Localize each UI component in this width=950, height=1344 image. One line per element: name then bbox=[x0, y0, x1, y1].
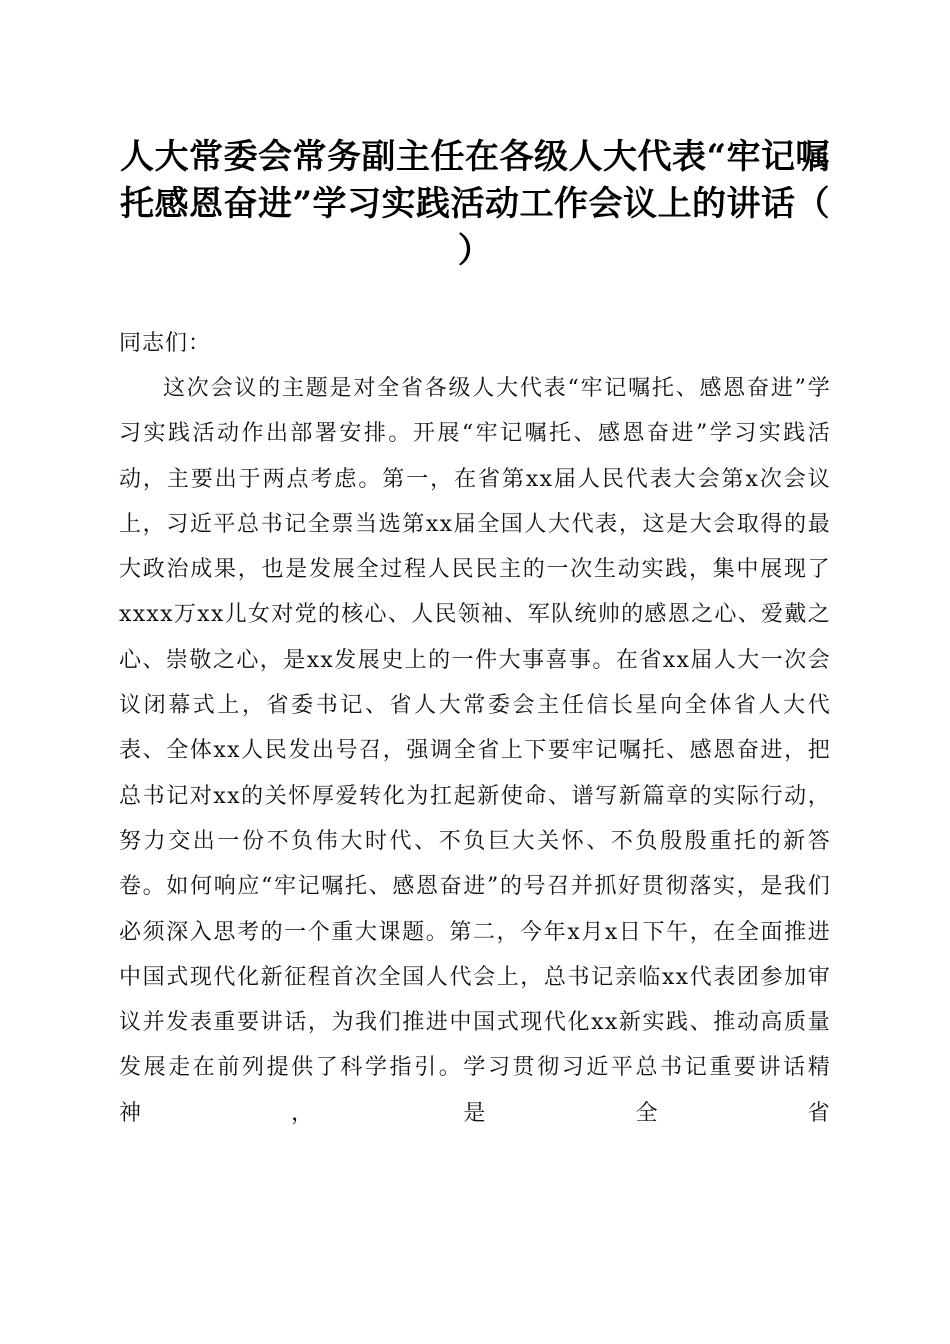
salutation: 同志们： bbox=[119, 331, 212, 356]
document-body bbox=[119, 322, 831, 1136]
document-title: 人大常委会常务副主任在各级人大代表“牢记嘱托感恩奋进”学习实践活动工作会议上的讲话（ ） bbox=[119, 137, 831, 271]
body-paragraph: 这次会议的主题是对全省各级人大代表“牢记嘱托、感恩奋进”学习实践活动作出部署安排。开展“牢记嘱托、感恩奋进”学习实践活动，主要出于两点考虑。第一，在省第xx届人民代表大会第x次会议上，习近平总书记全票当选第xx届全国人大代表，这是大会取得的最大政治成果，也是发展全过程人民民主的一次生动实践，集中展现了xxxx万xx儿女对党的核心、人民领袖、军队统帅的感恩之心、爱戴之心、崇敬之心，是xx发展史上的一件大事喜事。在省xx届人大一次会议闭幕式上，省委书记、省人大常委会主任信长星向全体省人大代表、全体xx人民发出号召，强调全省上下要牢记嘱托、感恩奋进，把总书记对xx的关怀厚爱转化为扛起新使命、谱写新篇章的实际行动，努力交出一份不负伟大时代、不负巨大关怀、不负殷殷重托的新答卷。如何响应“牢记嘱托、感恩奋进”的号召并抓好贯彻落实，是我们必须深入思考的一个重大课题。第二，今年x月x日下午，在全面推进中国式现代化新征程首次全国人代会上，总书记亲临xx代表团参加审议并发表重要讲话，为我们推进中国式现代化xx新实践、推动高质量发展走在前列提供了科学指引。学习贯彻习近平总书记重要讲话精神，是全省 bbox=[119, 376, 831, 1126]
